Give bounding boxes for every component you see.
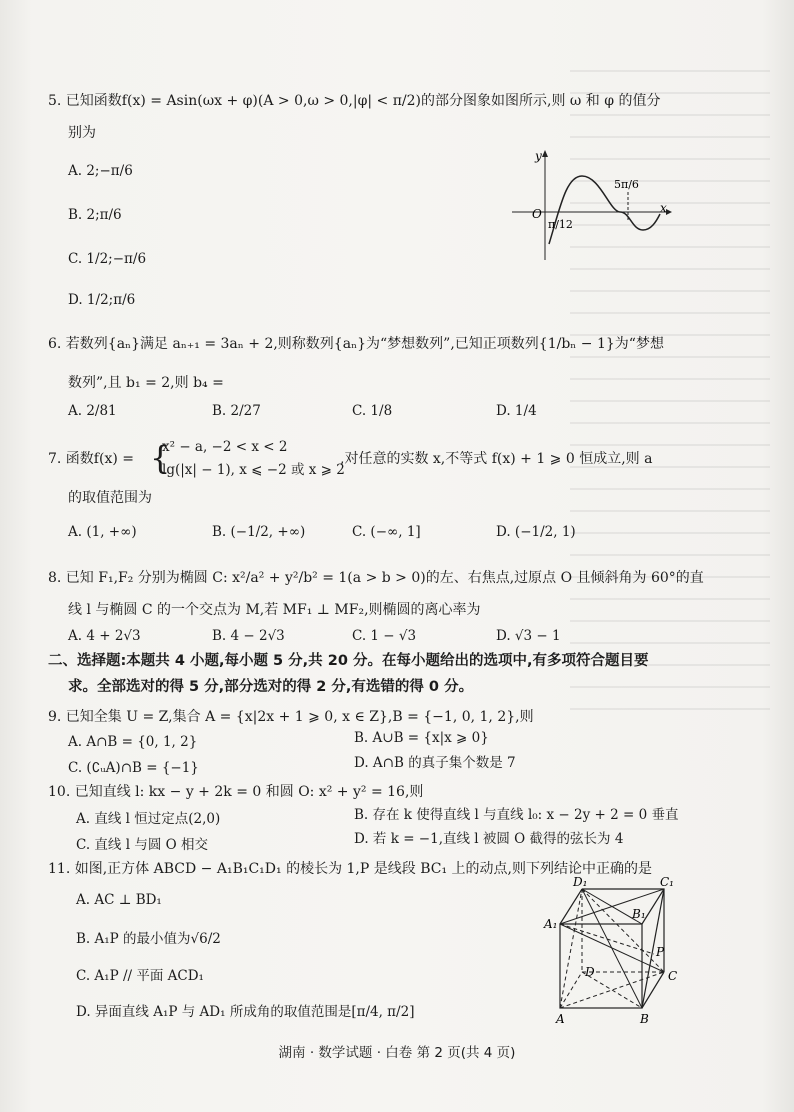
q7-stem-prefix: 7. 函数f(x) = (48, 451, 134, 467)
cube-label-a: A (556, 1012, 565, 1026)
q7-stem-line2: 的取值范围为 (68, 490, 152, 506)
q10-option-c: C. 直线 l 与圆 O 相交 (76, 837, 208, 853)
cube-label-b1: B₁ (632, 907, 646, 921)
q10-stem: 10. 已知直线 l: kx − y + 2k = 0 和圆 O: x² + y² = 16,则 (48, 784, 424, 800)
cube-label-b: B (640, 1012, 649, 1026)
q7-option-c: C. (−∞, 1] (352, 524, 421, 540)
q6-stem-line2: 数列”,且 b₁ = 2,则 b₄ = (68, 375, 224, 391)
q10-option-d: D. 若 k = −1,直线 l 被圆 O 截得的弦长为 4 (354, 831, 624, 847)
q7-option-d: D. (−1/2, 1) (496, 524, 576, 540)
q9-option-d: D. A∩B 的真子集个数是 7 (354, 755, 516, 771)
q9-option-a: A. A∩B = {0, 1, 2} (68, 734, 198, 750)
graph-tick-5pi-over-6: 5π/6 (614, 178, 639, 191)
q8-option-a: A. 4 + 2√3 (68, 628, 141, 644)
q5-option-d: D. 1/2;π/6 (68, 292, 136, 308)
q8-option-d: D. √3 − 1 (496, 628, 561, 644)
q5-stem-line1: 5. 已知函数f(x) = Asin(ωx + φ)(A > 0,ω > 0,|φ| < π/2)的部分图象如图所示,则 ω 和 φ 的值分 (48, 93, 661, 109)
q6-option-a: A. 2/81 (68, 403, 117, 419)
q10-option-b: B. 存在 k 使得直线 l 与直线 l₀: x − 2y + 2 = 0 垂直 (354, 807, 679, 823)
cube-label-d1: D₁ (573, 876, 588, 889)
q5-option-a: A. 2;−π/6 (68, 163, 133, 179)
q9-option-c: C. (∁ᵤA)∩B = {−1} (68, 760, 199, 776)
q11-cube-figure (540, 876, 680, 1026)
q9-stem: 9. 已知全集 U = Z,集合 A = {x|2x + 1 ⩾ 0, x ∈ Z},B = {−1, 0, 1, 2},则 (48, 709, 534, 725)
q6-stem-line1: 6. 若数列{aₙ}满足 aₙ₊₁ = 3aₙ + 2,则称数列{aₙ}为“梦想数列”,已知正项数列{1/bₙ − 1}为“梦想 (48, 336, 664, 352)
graph-tick-pi-over-12: π/12 (548, 218, 573, 231)
graph-x-label: x (660, 201, 667, 215)
q11-option-a: A. AC ⊥ BD₁ (76, 892, 162, 908)
q8-stem-line2: 线 l 与椭圆 C 的一个交点为 M,若 MF₁ ⊥ MF₂,则椭圆的离心率为 (68, 602, 481, 618)
q8-option-c: C. 1 − √3 (352, 628, 417, 644)
q11-option-c: C. A₁P // 平面 ACD₁ (76, 968, 204, 984)
q7-stem-suffix: ,对任意的实数 x,不等式 f(x) + 1 ⩾ 0 恒成立,则 a (340, 451, 653, 467)
cube-label-c1: C₁ (660, 876, 674, 889)
cube-label-d: D (585, 965, 595, 979)
q6-option-b: B. 2/27 (212, 403, 261, 419)
page-footer: 湖南 · 数学试题 · 白卷 第 2 页(共 4 页) (278, 1045, 516, 1061)
q5-stem-line2: 别为 (68, 125, 96, 141)
section2-header-line2: 求。全部选对的得 5 分,部分选对的得 2 分,有选错的得 0 分。 (68, 679, 474, 695)
q11-option-b: B. A₁P 的最小值为√6/2 (76, 931, 221, 947)
q11-option-d: D. 异面直线 A₁P 与 AD₁ 所成角的取值范围是[π/4, π/2] (76, 1004, 415, 1020)
q7-piecewise-brace: { (150, 439, 171, 477)
q8-stem-line1: 8. 已知 F₁,F₂ 分别为椭圆 C: x²/a² + y²/b² = 1(a > b > 0)的左、右焦点,过原点 O 且倾斜角为 60°的直 (48, 570, 704, 586)
q9-option-b: B. A∪B = {x|x ⩾ 0} (354, 730, 489, 746)
q8-option-b: B. 4 − 2√3 (212, 628, 285, 644)
q6-option-c: C. 1/8 (352, 403, 393, 419)
q10-option-a: A. 直线 l 恒过定点(2,0) (76, 811, 221, 827)
q5-option-c: C. 1/2;−π/6 (68, 251, 147, 267)
cube-label-p: P (656, 945, 665, 959)
section2-header-line1: 二、选择题:本题共 4 小题,每小题 5 分,共 20 分。在每小题给出的选项中,有多项符合题目要 (48, 653, 649, 669)
q5-sine-graph (508, 148, 673, 263)
q11-stem: 11. 如图,正方体 ABCD − A₁B₁C₁D₁ 的棱长为 1,P 是线段 BC₁ 上的动点,则下列结论中正确的是 (48, 861, 652, 877)
graph-y-label: y (535, 149, 542, 163)
q7-case1: x² − a, −2 < x < 2 (162, 439, 288, 455)
cube-label-a1: A₁ (544, 917, 558, 931)
q7-option-a: A. (1, +∞) (68, 524, 137, 540)
q6-option-d: D. 1/4 (496, 403, 537, 419)
q7-option-b: B. (−1/2, +∞) (212, 524, 306, 540)
q5-option-b: B. 2;π/6 (68, 207, 122, 223)
cube-label-c: C (668, 969, 678, 983)
q7-case2: lg(|x| − 1), x ⩽ −2 或 x ⩾ 2 (162, 462, 345, 478)
graph-origin-label: O (532, 207, 542, 221)
